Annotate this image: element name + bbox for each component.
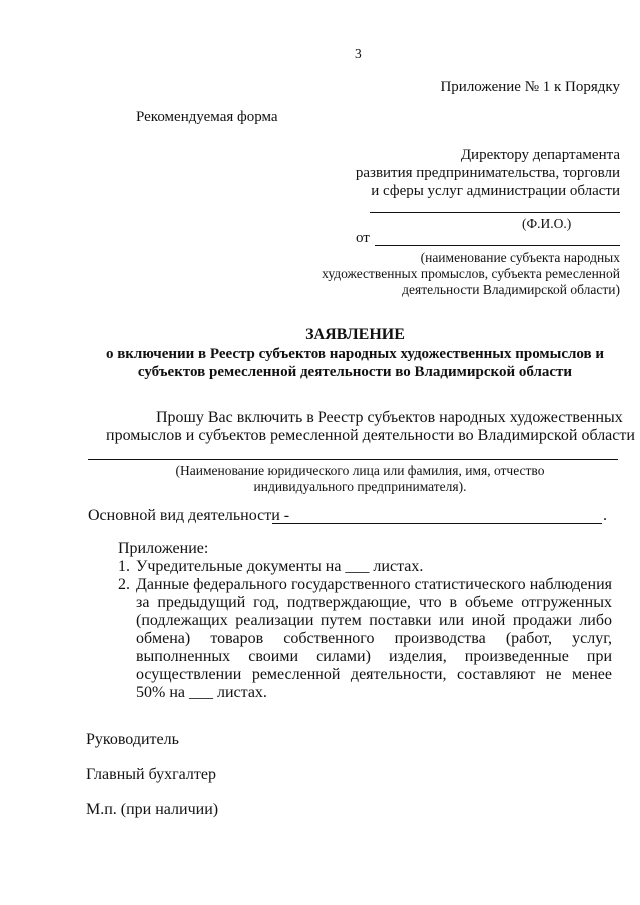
addressee-line-1: Директору департамента — [460, 147, 620, 163]
activity-end: . — [603, 507, 607, 524]
fio-caption: (Ф.И.О.) — [522, 216, 572, 231]
subject-caption-line-1: (наименование субъекта народных — [420, 250, 620, 265]
from-label: от — [356, 230, 370, 246]
addressee-line-3: и сферы услуг администрации области — [371, 183, 620, 199]
request-line-1: Прошу Вас включить в Реестр субъектов народных художественных — [156, 409, 623, 426]
entity-caption-line-2: индивидуального предпринимателя). — [253, 479, 467, 494]
signature-head: Руководитель — [86, 731, 179, 748]
attachment-number-1: 1. — [118, 558, 130, 575]
attachment-text-1: Учредительные документы на ___ листах. — [136, 558, 424, 575]
form-note: Рекомендуемая форма — [136, 109, 278, 125]
document-subtitle-line-1: о включении в Реестр субъектов народных художественных промыслов и — [105, 346, 605, 362]
document-title: ЗАЯВЛЕНИЕ — [305, 326, 405, 343]
subject-caption-line-2: художественных промыслов, субъекта ремесленной — [322, 266, 620, 281]
attachments-heading: Приложение: — [118, 540, 209, 557]
attachment-text-2: Данные федерального государственного статистического наблюдения за предыдущий год, подтверждающие, что в объеме отгруженных (подлежащих реализации путем поставки или иной продажи либо обмена) товаров собственного производства (работ, услуг, выполненных своими силами) изделия, произведенные при осуществлении ремесленной деятельности, составляют не менее 50% на ___ листах. — [136, 576, 612, 701]
attachment-number-2: 2. — [118, 576, 130, 593]
signature-accountant: Главный бухгалтер — [86, 766, 216, 783]
addressee-line-2: развития предпринимательства, торговли — [355, 165, 620, 181]
request-line-2: промыслов и субъектов ремесленной деятельности во Владимирской области — [106, 427, 635, 444]
document-subtitle-line-2: субъектов ремесленной деятельности во Владимирской области — [137, 364, 573, 380]
entity-caption-line-1: (Наименование юридического лица или фамилия, имя, отчество — [175, 463, 545, 478]
activity-label: Основной вид деятельности - — [88, 507, 290, 524]
stamp-note: М.п. (при наличии) — [86, 801, 219, 818]
page-number: 3 — [355, 46, 362, 61]
director-name-line — [370, 212, 620, 213]
applicant-line — [375, 245, 620, 246]
subject-caption-line-3: деятельности Владимирской области) — [402, 282, 620, 297]
activity-line — [272, 523, 602, 524]
entity-name-line — [88, 459, 618, 460]
appendix-reference: Приложение № 1 к Порядку — [440, 79, 620, 95]
